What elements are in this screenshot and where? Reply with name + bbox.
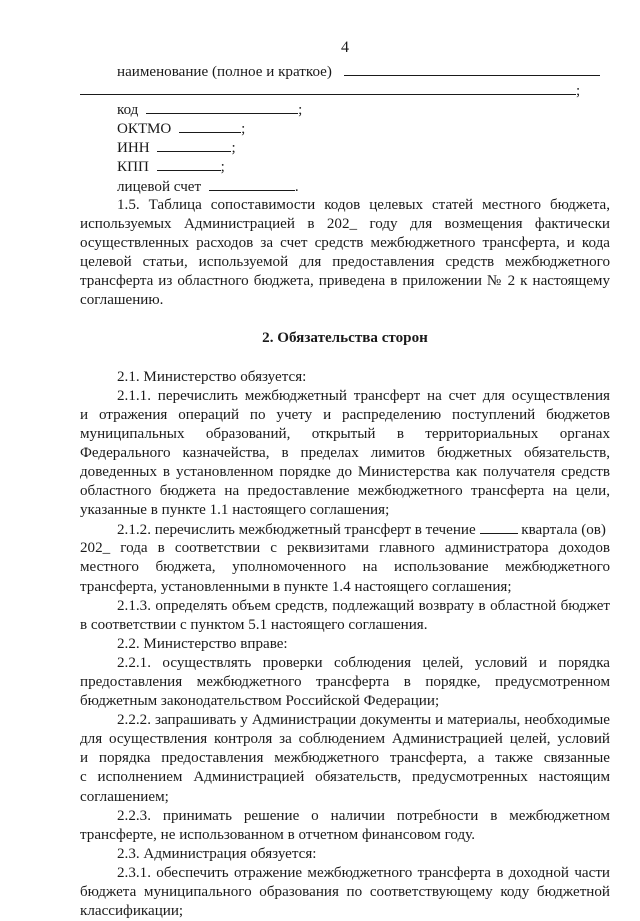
paragraph-2-2-2 [80, 711, 610, 806]
section-2-heading: 2. Обязательства сторон [262, 330, 428, 347]
paragraph-line: и отражения операций по учету и распределению поступлений бюджетов [80, 406, 610, 423]
paragraph-line [80, 520, 610, 539]
paragraph-text: квартала (ов) [521, 522, 606, 539]
paragraph-line: для осуществления контроля за соблюдением Администрацией целей, условий [80, 731, 610, 748]
paragraph-line: областного бюджета на предоставление межбюджетного трансферта на цели, [80, 483, 610, 500]
blank-space [80, 348, 610, 367]
paragraph-line: указанные в пункте 1.1 настоящего соглашения; [80, 502, 390, 519]
paragraph-2-2-3 [80, 807, 610, 845]
paragraph-line: 2.3.1. обеспечить отражение межбюджетного трансферта в доходной части [117, 864, 610, 881]
paragraph-line: бюджетным законодательством Российской Федерации; [80, 693, 440, 710]
oktmo-blank-line [179, 119, 241, 133]
kpp-semicolon: ; [220, 159, 225, 176]
paragraph-line: 2.2.2. запрашивать у Администрации документы и материалы, необходимые [117, 712, 610, 729]
name-blank-line [344, 62, 600, 76]
paragraph-2-2-1 [80, 654, 610, 711]
account-period: . [294, 178, 299, 195]
kod-blank-line [146, 100, 298, 114]
paragraph-line: доведенных в установленном порядке до Министерства как получателя средств [80, 463, 610, 480]
inn-row [80, 138, 610, 157]
paragraph-2-1-1 [80, 387, 610, 521]
blank-space [80, 310, 610, 329]
inn-semicolon: ; [231, 140, 236, 157]
document-body [80, 62, 610, 921]
name-label: наименование (полное и краткое) [117, 64, 332, 80]
oktmo-label: ОКТМО [117, 121, 172, 138]
paragraph-2-2: 2.2. Министерство вправе: [117, 635, 288, 652]
name-continuation-row [80, 81, 610, 100]
paragraph-2-3-1 [80, 864, 610, 921]
paragraph-line: 1.5. Таблица сопоставимости кодов целевых статей местного бюджета, [117, 196, 610, 213]
page-number: 4 [341, 39, 349, 56]
kod-semicolon: ; [298, 102, 303, 119]
paragraph-line: 2.1.3. определять объем средств, подлежащий возврату в областной бюджет [117, 597, 610, 614]
paragraph-line: с исполнением Администрацией обязательств, предусмотренных настоящим [80, 769, 610, 786]
paragraph-line: 2.2.3. принимать решение о наличии потребности в межбюджетном [117, 807, 610, 824]
paragraph-line: местного бюджета, уполномоченного на использование межбюджетного [80, 559, 610, 576]
oktmo-row [80, 119, 610, 138]
kpp-blank-line [157, 157, 221, 171]
paragraph-text: 2.1.2. перечислить межбюджетный трансферт в течение [117, 522, 476, 539]
paragraph-line: соглашением; [80, 788, 169, 805]
paragraph-line: 202_ года в соответствии с реквизитами главного администратора доходов [80, 540, 610, 557]
paragraph-2-1-3 [80, 597, 610, 635]
paragraph-1-5 [80, 196, 610, 311]
inn-blank-line [157, 138, 231, 152]
paragraph-line: 2.1.1. перечислить межбюджетный трансферт на счет для осуществления [117, 387, 610, 404]
paragraph-line: соглашению. [80, 292, 164, 309]
paragraph-line: используемых Администрацией в 202_ году для возмещения фактически [80, 215, 610, 232]
paragraph-2-1-2 [80, 520, 610, 596]
paragraph-line: муниципальных образований, открытый в территориальных органах [80, 425, 610, 442]
kpp-row [80, 157, 610, 176]
kod-row [80, 100, 610, 119]
name-continuation-blank-line [80, 81, 576, 95]
paragraph-line: трансферта, установленными в пункте 1.4 настоящего соглашения; [80, 578, 512, 595]
account-label: лицевой счет [117, 178, 202, 195]
account-blank-line [209, 177, 295, 191]
paragraph-line: трансферте, не использованном в отчетном финансовом году. [80, 826, 475, 843]
quarter-blank-line [480, 520, 518, 534]
paragraph-line: бюджета муниципального образования по соответствующему коду бюджетной [80, 884, 610, 901]
inn-label: ИНН [117, 140, 150, 157]
kpp-label: КПП [117, 159, 149, 176]
paragraph-line: и порядка предоставления межбюджетного трансферта, а также связанные [80, 750, 610, 767]
paragraph-line: осуществленных расходов за счет средств межбюджетного трансферта, и кода [80, 234, 610, 251]
paragraph-line: целевой статьи, используемой для предоставления средств межбюджетного [80, 253, 610, 270]
kod-label: код [117, 102, 139, 119]
paragraph-2-1: 2.1. Министерство обязуется: [117, 368, 307, 385]
paragraph-2-3: 2.3. Администрация обязуется: [117, 845, 317, 862]
name-semicolon: ; [576, 83, 581, 100]
paragraph-line: в соответствии с пунктом 5.1 настоящего соглашения. [80, 616, 428, 633]
paragraph-line: предоставления межбюджетного трансферта в порядке, предусмотренном [80, 674, 610, 690]
paragraph-line: классификации; [80, 903, 184, 920]
account-row [80, 177, 610, 196]
paragraph-line: 2.2.1. осуществлять проверки соблюдения целей, условий и порядка [117, 654, 610, 671]
paragraph-line: трансферта из областного бюджета, приведена в приложении № 2 к настоящему [80, 273, 610, 290]
name-field-row [80, 62, 610, 81]
paragraph-line: Федерального казначейства, в пределах лимитов бюджетных обязательств, [80, 444, 610, 461]
oktmo-semicolon: ; [241, 121, 246, 138]
